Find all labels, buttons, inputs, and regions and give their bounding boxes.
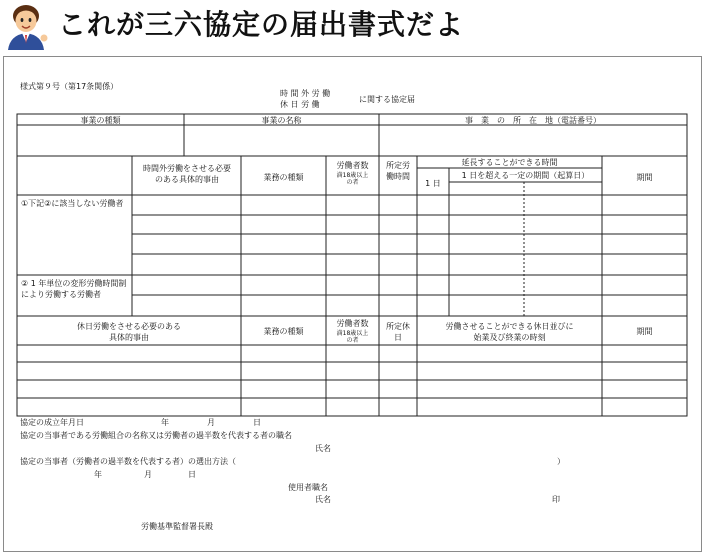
header-holiday-reason: 休日労働をさせる必要のある具体的事由 [77, 322, 181, 342]
selection-year: 年 [94, 470, 102, 479]
header-overtime-reason: 時間外労働をさせる必要のある具体的事由 [143, 164, 231, 184]
agreement-date-label: 協定の成立年月日 [20, 418, 84, 427]
title-suffix: に関する協定届 [359, 95, 415, 104]
worker-category-2: ② 1 年単位の変形労働時間制により労働する労働者 [21, 279, 127, 299]
seal-label: 印 [552, 495, 560, 504]
selection-day: 日 [188, 470, 196, 479]
labor-office-label: 労働基準監督署長殿 [141, 522, 213, 531]
selection-method: 協定の当事者（労働者の過半数を代表する者）の選出方法（ [20, 457, 236, 466]
header-holiday-period: 期間 [636, 327, 653, 336]
banner-title: これが三六協定の届出書式だよ [58, 8, 465, 41]
header-holiday-worker-count: 労働者数 [336, 319, 369, 328]
header-business-name: 事業の名称 [261, 116, 302, 125]
header-prescribed-holiday: 所定休日 [386, 322, 410, 342]
selection-method-close: ） [557, 457, 565, 466]
header-holiday-work: 労働させることができる休日並びに始業及び終業の時刻 [445, 322, 574, 342]
form-sheet [3, 56, 702, 552]
title-line-overtime: 時 間 外 労 働 [280, 89, 331, 98]
header-banner [0, 0, 705, 52]
form-number: 様式第９号（第17条関係） [20, 82, 119, 91]
header-business-type: 事業の種類 [80, 116, 121, 125]
agreement-month: 月 [207, 418, 215, 427]
header-worker-count-note: 満18歳以上の者 [336, 172, 369, 186]
employer-name-label: 氏名 [315, 495, 331, 504]
agreement-year: 年 [161, 418, 169, 427]
header-one-day: 1 日 [425, 179, 441, 188]
header-job-type: 業務の種類 [263, 173, 304, 182]
agreement-day: 日 [253, 418, 261, 427]
header-prescribed-hours: 所定労働時間 [386, 161, 410, 181]
header-business-address: 事 業 の 所 在 地（電話番号） [465, 116, 601, 125]
header-period: 期間 [636, 173, 653, 182]
title-line-holiday: 休 日 労 働 [280, 100, 320, 109]
selection-month: 月 [144, 470, 152, 479]
header-worker-count: 労働者数 [336, 161, 369, 170]
employer-title-label: 使用者職名 [288, 483, 328, 492]
header-holiday-job-type: 業務の種類 [263, 327, 304, 336]
header-over-one-day: 1 日を超える一定の期間（起算日） [461, 171, 590, 180]
union-line: 協定の当事者である労働組合の名称又は労働者の過半数を代表する者の職名 [20, 431, 292, 440]
header-extendable-time: 延長することができる時間 [461, 158, 558, 167]
union-name-label: 氏名 [315, 444, 331, 453]
man-in-suit-avatar-icon [4, 2, 48, 50]
header-holiday-worker-count-note: 満18歳以上の者 [336, 330, 369, 344]
worker-category-1: ①下記②に該当しない労働者 [21, 199, 124, 208]
form-grid [4, 57, 703, 553]
